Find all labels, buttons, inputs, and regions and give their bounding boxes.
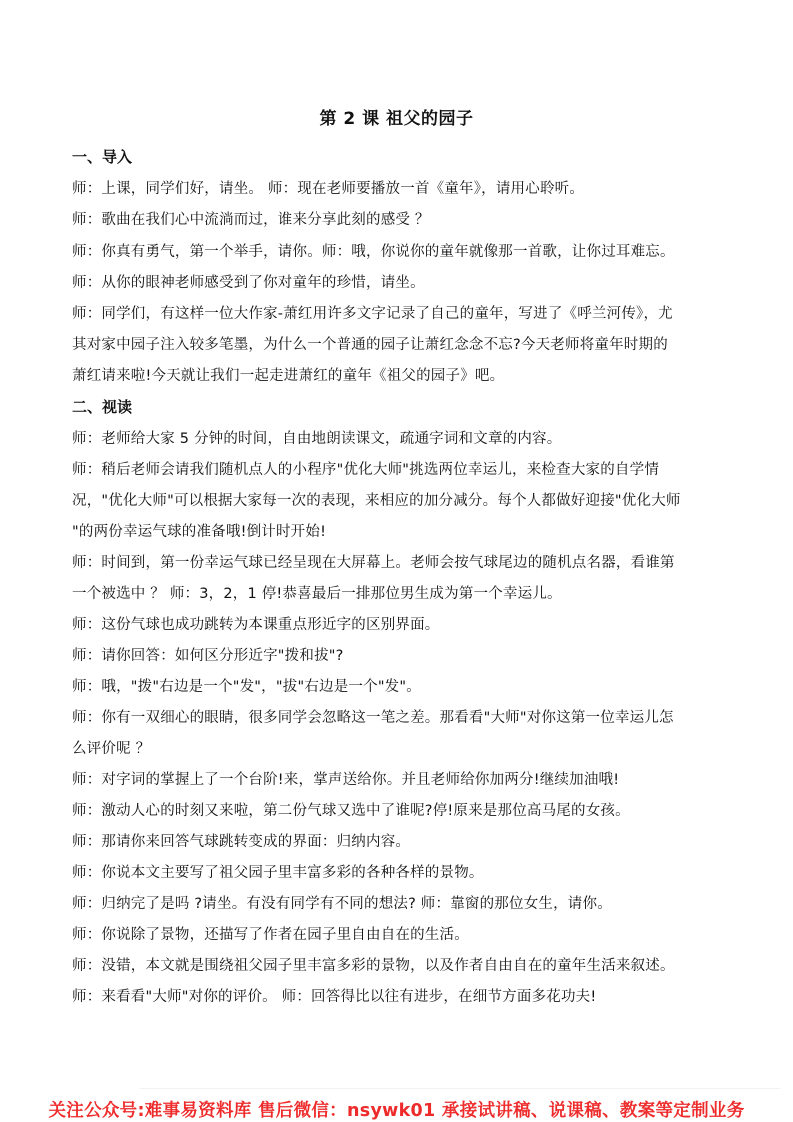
paragraph-line: 师：对字词的掌握上了一个台阶!来，掌声送给你。并且老师给你加两分!继续加油哦!: [72, 772, 620, 788]
paragraph-line: 师：你说除了景物，还描写了作者在园子里自由自在的生活。: [72, 927, 469, 943]
footer-promo-text: 关注公众号:难事易资料库 售后微信：nsywk01 承接试讲稿、说课稿、教案等定制业务: [48, 1101, 745, 1121]
page-title: 第 2 课 祖父的园子: [319, 109, 474, 129]
paragraph-line: 师：来看看"大师"对你的评价。 师：回答得比以往有进步，在细节方面多花功夫!: [72, 989, 597, 1005]
paragraph-line: 师：你说本文主要写了祖父园子里丰富多彩的各种各样的景物。: [72, 865, 484, 881]
paragraph-line: 师：你有一双细心的眼睛，很多同学会忽略这一笔之差。那看看"大师"对你这第一位幸运儿怎: [72, 710, 674, 726]
paragraph-line: 师：时间到，第一份幸运气球已经呈现在大屏幕上。老师会按气球尾边的随机点名器，看谁第: [72, 555, 675, 571]
paragraph-line: 师：你真有勇气，第一个举手，请你。师：哦，你说你的童年就像那一首歌，让你过耳难忘。: [72, 244, 675, 260]
paragraph-line: "的两份幸运气球的准备哦!倒计时开始!: [72, 524, 327, 540]
paragraph-line: 师：老师给大家 5 分钟的时间，自由地朗读课文，疏通字词和文章的内容。: [72, 431, 562, 447]
paragraph-line: 师：这份气球也成功跳转为本课重点形近字的区别界面。: [72, 617, 440, 633]
section-heading-intro: 一、导入: [72, 148, 133, 166]
paragraph-line: 师：上课，同学们好，请坐。 师：现在老师要播放一首《童年》，请用心聆听。: [72, 181, 585, 197]
paragraph-line: 么评价呢 ？: [72, 741, 151, 757]
paragraph-line: 师：归纳完了是吗 ?请坐。有没有同学有不同的想法? 师：靠窗的那位女生，请你。: [72, 896, 612, 912]
paragraph-line: 师：那请你来回答气球跳转变成的界面：归纳内容。: [72, 834, 411, 850]
paragraph-line: 师：从你的眼神老师感受到了你对童年的珍惜，请坐。: [72, 275, 425, 291]
paragraph-line: 其对家中园子注入较多笔墨，为什么一个普通的园子让萧红念念不忘?今天老师将童年时期的: [72, 337, 668, 353]
paragraph-line: 师：歌曲在我们心中流淌而过，谁来分享此刻的感受 ？: [72, 212, 430, 228]
paragraph-line: 师：同学们，有这样一位大作家-萧红用许多文字记录了自己的童年，写进了《呼兰河传》，尤: [72, 306, 673, 322]
section-heading-reading: 二、视读: [72, 398, 133, 416]
paragraph-line: 师：稍后老师会请我们随机点人的小程序"优化大师"挑选两位幸运儿，来检查大家的自学情: [72, 462, 660, 478]
footer-divider: [140, 1088, 780, 1089]
paragraph-line: 师：请你回答：如何区分形近字"拨和拔"?: [72, 648, 344, 664]
paragraph-line: 一个被选中 ？ 师：3，2，1 停!恭喜最后一排那位男生成为第一个幸运儿。: [72, 586, 562, 602]
paragraph-line: 况，"优化大师"可以根据大家每一次的表现，来相应的加分减分。每个人都做好迎接"优化大师: [72, 493, 681, 509]
paragraph-line: 师：哦，"拨"右边是一个"发"，"拔"右边是一个"发"。: [72, 679, 421, 695]
paragraph-line: 萧红请来啦!今天就让我们一起走进萧红的童年《祖父的园子》吧。: [72, 368, 505, 384]
paragraph-line: 师：没错，本文就是围绕祖父园子里丰富多彩的景物，以及作者自由自在的童年生活来叙述。: [72, 958, 675, 974]
paragraph-line: 师：激动人心的时刻又来啦，第二份气球又选中了谁呢?停!原来是那位高马尾的女孩。: [72, 803, 630, 819]
